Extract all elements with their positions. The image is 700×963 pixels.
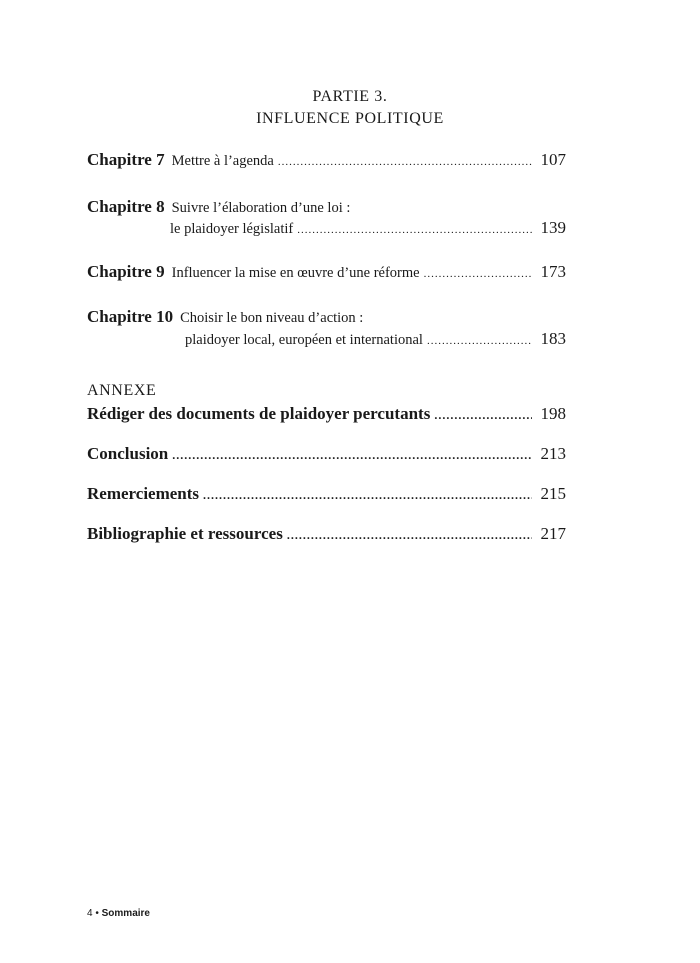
- toc-entry-chapter-9[interactable]: [87, 262, 566, 282]
- part-number: PARTIE 3.: [312, 88, 388, 105]
- annexe-label: ANNEXE: [87, 382, 157, 399]
- page-number: 173: [540, 262, 566, 281]
- toc-entry-conclusion[interactable]: [87, 444, 566, 464]
- page-number: 213: [540, 444, 566, 463]
- section-title: Bibliographie et ressources: [87, 524, 283, 543]
- chapter-label: Chapitre 10: [87, 307, 174, 326]
- footer-section-name: Sommaire: [101, 908, 150, 919]
- footer-page-number: 4: [87, 908, 93, 919]
- toc-entry-chapter-7[interactable]: [87, 150, 566, 170]
- dot-leader: [434, 408, 532, 423]
- section-title: Remerciements: [87, 484, 200, 503]
- section-title: Conclusion: [87, 444, 169, 463]
- toc-entry-chapter-10-line2[interactable]: [185, 329, 566, 349]
- dot-leader: [278, 156, 532, 168]
- part-title: INFLUENCE POLITIQUE: [256, 110, 444, 127]
- page-number: 183: [540, 329, 566, 348]
- page-number: 139: [540, 218, 566, 237]
- dot-leader: [424, 268, 532, 280]
- toc-entry-remerciements[interactable]: [87, 484, 566, 504]
- chapter-title: Mettre à l’agenda: [171, 153, 274, 169]
- toc-entry-annexe[interactable]: [87, 404, 566, 424]
- chapter-title: Choisir le bon niveau d’action :: [180, 310, 364, 326]
- dot-leader: [287, 528, 532, 543]
- dot-leader: [203, 488, 532, 503]
- dot-leader: [172, 448, 532, 463]
- toc-entry-bibliographie[interactable]: [87, 524, 566, 544]
- annexe-title: Rédiger des documents de plaidoyer percutants: [87, 404, 431, 423]
- part-heading: [0, 86, 700, 130]
- page-footer: [87, 908, 150, 919]
- chapter-title-continued: plaidoyer local, européen et international: [185, 332, 423, 348]
- dot-leader: [297, 224, 532, 236]
- chapter-title: Influencer la mise en œuvre d’une réforme: [171, 265, 420, 281]
- page-number: 215: [540, 484, 566, 503]
- chapter-label: Chapitre 8: [87, 197, 165, 216]
- chapter-label: Chapitre 7: [87, 150, 165, 169]
- footer-separator: •: [95, 908, 99, 919]
- chapter-title: Suivre l’élaboration d’une loi :: [171, 200, 351, 216]
- toc-entry-chapter-10[interactable]: [87, 307, 566, 327]
- page-number: 198: [540, 404, 566, 423]
- page-number: 107: [540, 150, 566, 169]
- toc-entry-chapter-8-line2[interactable]: [170, 218, 566, 238]
- chapter-title-continued: le plaidoyer législatif: [170, 221, 294, 237]
- dot-leader: [427, 335, 532, 347]
- chapter-label: Chapitre 9: [87, 262, 165, 281]
- page-number: 217: [540, 524, 566, 543]
- toc-entry-chapter-8[interactable]: [87, 197, 566, 217]
